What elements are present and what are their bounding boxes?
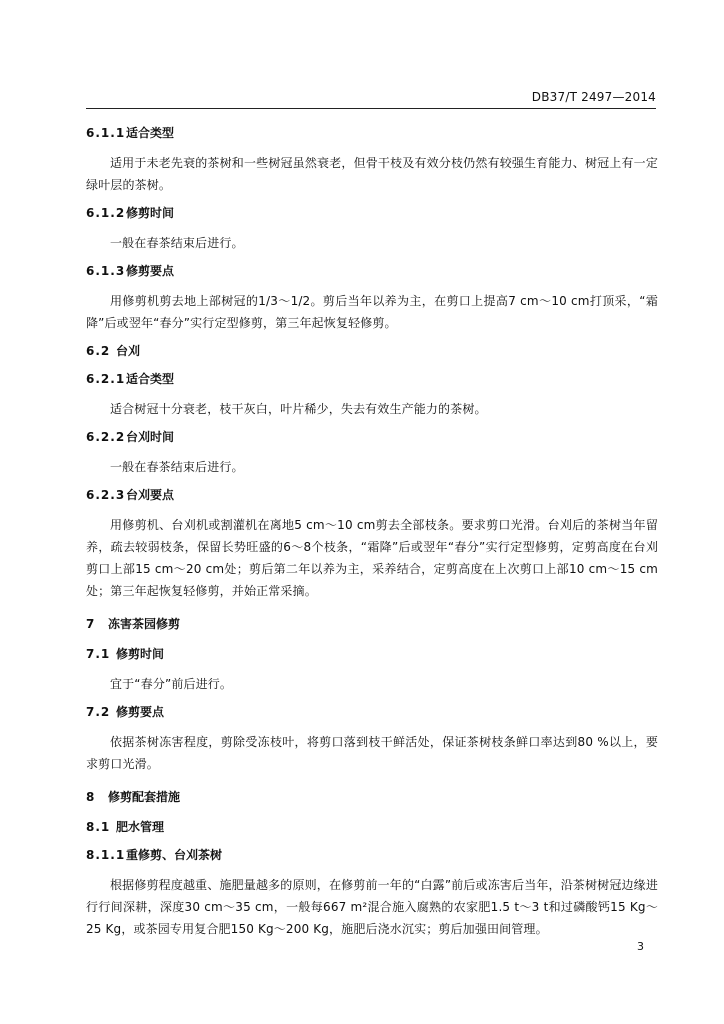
standard-code: DB37/T 2497—2014 xyxy=(531,90,656,104)
paragraph: 一般在春茶结束后进行。 xyxy=(110,460,244,474)
page-number: 3 xyxy=(637,940,644,953)
section-heading: 7.1 修剪时间 xyxy=(86,647,165,661)
chapter-heading: 8 修剪配套措施 xyxy=(86,790,181,804)
section-heading: 8.1 肥水管理 xyxy=(86,820,165,834)
paragraph: 一般在春茶结束后进行。 xyxy=(110,236,244,250)
paragraph: 用修剪机、台刈机或割灌机在离地5 cm～10 cm剪去全部枝条。要求剪口光滑。台刈后的茶树当年留养，疏去较弱枝条，保留长势旺盛的6～8个枝条，“霜降”后或翌年“春分”实行定型修剪，定剪高度在台刈剪口上部15 cm～20 cm处；剪后第二年以养为主，采养结合，定剪高度在上次剪口上部10 cm～15 cm处；第三年起恢复轻修剪，并始正常采摘。 xyxy=(86,518,658,598)
section-heading: 8.1.1重修剪、台刈茶树 xyxy=(86,848,223,862)
paragraph: 用修剪机剪去地上部树冠的1/3～1/2。剪后当年以养为主，在剪口上提高7 cm～10 cm打顶采，“霜降”后或翌年“春分”实行定型修剪，第三年起恢复轻修剪。 xyxy=(86,294,658,330)
section-heading: 6.1.1适合类型 xyxy=(86,126,175,140)
section-heading: 6.2.1适合类型 xyxy=(86,372,175,386)
section-heading: 6.1.3修剪要点 xyxy=(86,264,175,278)
document-body xyxy=(86,116,658,946)
paragraph: 宜于“春分”前后进行。 xyxy=(110,677,233,691)
section-heading: 6.2.2台刈时间 xyxy=(86,430,175,444)
section-heading: 7.2 修剪要点 xyxy=(86,705,165,719)
chapter-heading: 7 冻害茶园修剪 xyxy=(86,617,181,631)
section-heading: 6.2.3台刈要点 xyxy=(86,488,175,502)
paragraph: 根据修剪程度越重、施肥量越多的原则，在修剪前一年的“白露”前后或冻害后当年，沿茶树树冠边缘进行行间深耕，深度30 cm～35 cm，一般每667 m²混合施入腐熟的农家肥1.5 t～3 t和过磷酸钙15 Kg～25 Kg，或茶园专用复合肥150 Kg～200 Kg，施肥后浇水沉实；剪后加强田间管理。 xyxy=(86,878,658,936)
paragraph: 依据茶树冻害程度，剪除受冻枝叶，将剪口落到枝干鲜活处，保证茶树枝条鲜口率达到80 %以上，要求剪口光滑。 xyxy=(86,735,658,771)
paragraph: 适合树冠十分衰老，枝干灰白，叶片稀少，失去有效生产能力的茶树。 xyxy=(110,402,487,416)
paragraph: 适用于未老先衰的茶树和一些树冠虽然衰老，但骨干枝及有效分枝仍然有较强生育能力、树冠上有一定绿叶层的茶树。 xyxy=(86,156,658,192)
section-heading: 6.1.2修剪时间 xyxy=(86,206,175,220)
section-heading: 6.2 台刈 xyxy=(86,344,141,358)
header-rule xyxy=(86,108,656,109)
